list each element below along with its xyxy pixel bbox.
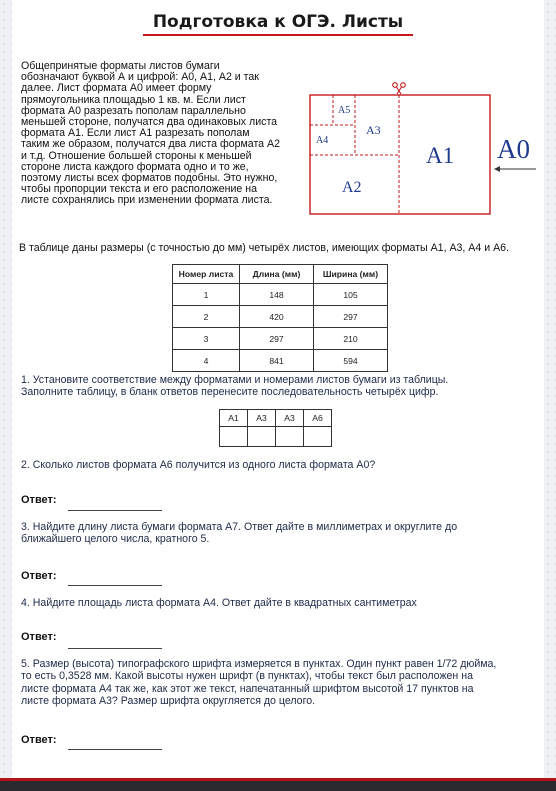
table-header-row (173, 265, 388, 284)
table-cell: 4 (173, 350, 240, 372)
format-header: А6 (304, 410, 332, 427)
answer-cell[interactable] (248, 427, 276, 447)
column-header: Номер листа (173, 265, 240, 284)
answer-label: Ответ: (21, 570, 57, 582)
intro-line: стороне листа каждого формата одно и то же, (21, 160, 249, 173)
label-a3: А3 (366, 123, 381, 137)
label-a1: А1 (426, 143, 455, 168)
question-3 (21, 521, 541, 546)
intro-line: формата А0 разрезать пополам параллельно (21, 104, 246, 117)
question-line: 3. Найдите длину листа бумаги формата А7. Ответ дайте в миллиметрах и округлите до (21, 521, 458, 533)
label-a4: А4 (316, 135, 329, 146)
label-a5: А5 (338, 105, 351, 116)
worksheet-page (12, 0, 544, 778)
question-line: 5. Размер (высота) типографского шрифта измеряется в пунктах. Один пункт равен 1/72 дюйма, (21, 658, 497, 670)
intro-line: поэтому листы всех форматов подобны. Это нужно, (21, 172, 278, 185)
answer-cell[interactable] (220, 427, 248, 447)
table-cell: 420 (240, 306, 314, 328)
table-row (173, 328, 388, 350)
table-cell: 148 (240, 284, 314, 306)
label-a2: А2 (342, 179, 362, 196)
intro-line: Общепринятые форматы листов бумаги (21, 60, 220, 72)
answer-grid-header (220, 410, 332, 427)
table-cell: 297 (240, 328, 314, 350)
question-2: 2. Сколько листов формата А6 получится из одного листа формата А0? (21, 459, 376, 471)
format-header: А3 (248, 410, 276, 427)
intro-line: чтобы пропорции текста и его расположение на (21, 183, 257, 196)
question-line: то есть 0,3528 мм. Какой высоты нужен шрифт (в пунктах), чтобы текст был расположен на (21, 670, 473, 683)
table-row (173, 284, 388, 306)
question-4: 4. Найдите площадь листа формата А4. Ответ дайте в квадратных сантиметрах (21, 597, 417, 609)
sheet-sizes-table (172, 264, 388, 372)
answer-blank-line[interactable] (68, 648, 162, 649)
column-header: Ширина (мм) (314, 265, 388, 284)
question-5 (21, 658, 541, 708)
table-cell: 2 (173, 306, 240, 328)
answer-grid-input-row (220, 427, 332, 447)
table-intro: В таблице даны размеры (с точностью до мм) четырёх листов, имеющих форматы А1, А3, А4 и А6. (19, 242, 509, 254)
table-cell: 594 (314, 350, 388, 372)
answer-blank-line[interactable] (68, 749, 162, 750)
answer-label: Ответ: (21, 631, 57, 643)
intro-line: листе сохранялись при изменении формата листа. (21, 194, 273, 207)
bottom-bar (0, 778, 556, 791)
title-band (12, 0, 544, 44)
question-line: листе формата А4 так же, как этот же текст, напечатанный шрифтом высотой 17 пунктов на (21, 682, 474, 695)
label-a0: А0 (497, 134, 530, 164)
answer-blank-line[interactable] (68, 585, 162, 586)
table-row (173, 306, 388, 328)
answer-label: Ответ: (21, 494, 57, 506)
question-line: 1. Установите соответствие между форматами и номерами листов бумаги из таблицы. (21, 374, 449, 386)
page-title: Подготовка к ОГЭ. Листы (143, 8, 413, 36)
intro-line: и т.д. Отношение большей стороны к меньшей (21, 149, 252, 162)
bottom-accent-stripe (0, 778, 556, 781)
arrow-left-icon (494, 166, 536, 172)
question-1 (21, 374, 541, 399)
intro-line: обозначают буквой А и цифрой: А0, А1, А2 и так (21, 71, 259, 84)
table-cell: 297 (314, 306, 388, 328)
table-cell: 210 (314, 328, 388, 350)
intro-line: далее. Лист формата А0 имеет форму (21, 82, 212, 95)
answer-blank-line[interactable] (68, 510, 162, 511)
intro-line: меньшей стороне, получатся два одинаковых листа (21, 116, 278, 129)
table-cell: 3 (173, 328, 240, 350)
intro-line: таким же образом, получатся два листа формата А2 (21, 138, 280, 151)
question-line: листе формата А3? Размер шрифта округляется до целого. (21, 695, 316, 708)
format-header: А3 (276, 410, 304, 427)
paper-formats-diagram (308, 78, 542, 218)
scissors-icon (393, 83, 406, 94)
table-cell: 105 (314, 284, 388, 306)
table-row (173, 350, 388, 372)
question-line: ближайшего целого числа, кратного 5. (21, 533, 210, 546)
answer-grid (219, 409, 332, 447)
table-cell: 841 (240, 350, 314, 372)
intro-line: прямоугольника площадью 1 кв. м. Если лист (21, 93, 246, 106)
intro-paragraph (21, 61, 306, 207)
answer-label: Ответ: (21, 734, 57, 746)
answer-cell[interactable] (304, 427, 332, 447)
answer-cell[interactable] (276, 427, 304, 447)
question-line: Заполните таблицу, в бланк ответов перенесите последовательность четырёх цифр. (21, 386, 439, 399)
intro-line: формата А1. Если лист А1 разрезать пополам (21, 127, 250, 140)
table-cell: 1 (173, 284, 240, 306)
format-header: А1 (220, 410, 248, 427)
column-header: Длина (мм) (240, 265, 314, 284)
